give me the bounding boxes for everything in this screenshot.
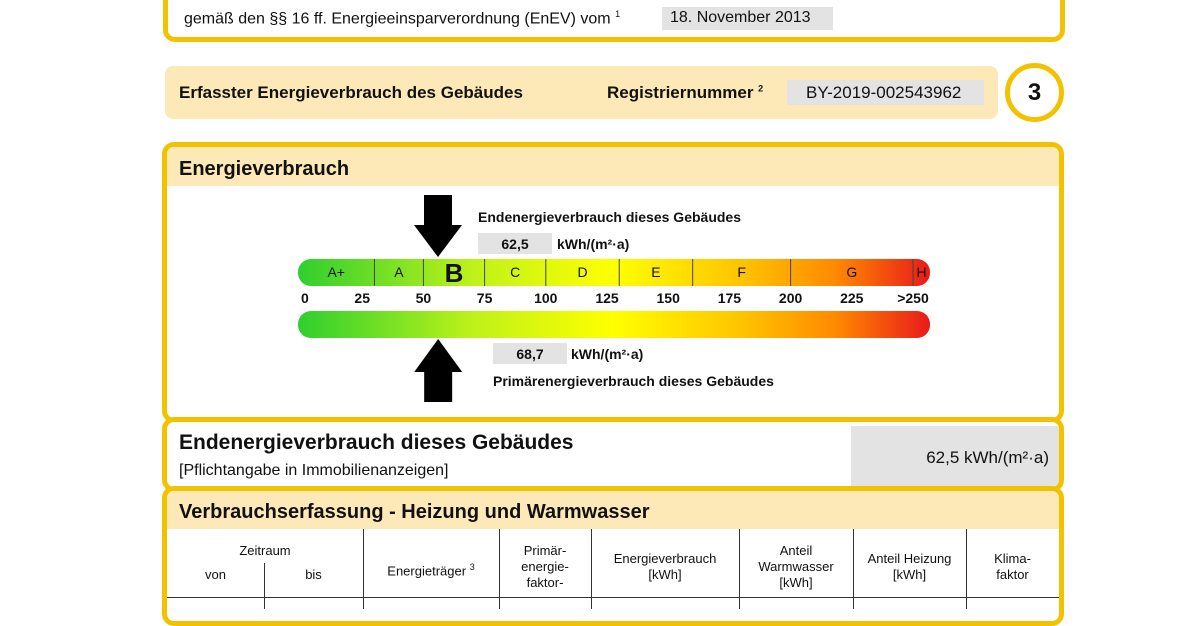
class-bar [298,259,930,286]
tick-label: 125 [595,290,619,306]
class-label-d: D [577,264,588,280]
page-number-badge: 3 [1005,63,1064,122]
col-energieverbrauch: Energieverbrauch [kWh] [613,551,717,582]
primary-energy-value: 68,7 [516,346,544,362]
tick-label: >250 [897,290,929,306]
primary-energy-label: Primärenergieverbrauch dieses Gebäudes [493,373,774,389]
class-label-f: F [737,264,746,280]
tick-label: 50 [415,290,432,306]
consumption-table-section [162,486,1064,626]
end-summary-subtitle: [Pflichtangabe in Immobilienanzeigen] [179,462,449,479]
tick-label: 175 [717,290,742,306]
tick-label: 0 [301,290,309,306]
primary-energy-unit: kWh/(m²·a) [571,346,644,362]
primary-energy-arrow [414,339,462,402]
col-zeitraum: Zeitraum [239,543,291,558]
end-energy-arrow [414,195,462,257]
registration-title: Erfasster Energieverbrauch des Gebäudes [179,83,523,102]
class-label-b: B [444,258,464,288]
col-bis: bis [305,567,322,582]
value-bar [298,311,930,338]
energy-title: Energieverbrauch [179,158,350,180]
class-label-c: C [510,264,521,280]
class-label-g: G [846,264,858,280]
tick-label: 200 [778,290,803,306]
regulation-text: gemäß den §§ 16 ff. Energieeinsparverordnung (EnEV) vom $^1$ [184,9,621,28]
regulation-date: 18. November 2013 [670,9,811,26]
end-summary-value: 62,5 kWh/(m²·a) [926,448,1049,467]
end-energy-label: Endenergieverbrauch dieses Gebäudes [478,209,741,225]
table-title: Verbrauchserfassung - Heizung und Warmwasser [179,501,650,523]
end-energy-value: 62,5 [501,236,529,252]
tick-label: 225 [840,290,864,306]
tick-label: 25 [354,290,370,306]
end-summary-title: Endenergieverbrauch dieses Gebäudes [179,431,574,454]
tick-label: 100 [534,290,558,306]
tick-label: 150 [656,290,680,306]
end-energy-unit: kWh/(m²·a) [557,236,630,252]
col-anteil-heizung: Anteil Heizung [kWh] [867,551,952,582]
registration-number: BY-2019-002543962 [806,83,962,102]
registration-label: Registriernummer $^2$ [607,83,764,102]
tick-label: 75 [476,290,493,306]
class-label-aplus: A+ [327,264,345,280]
col-anteil-warmwasser: Anteil Warmwasser [kWh] [758,543,834,590]
col-klimafaktor: Klima- faktor [994,551,1031,582]
col-energietraeger: Energieträger $^3$ [387,562,475,579]
end-energy-summary [162,417,1064,492]
class-label-e: E [651,264,661,280]
col-primaerenergiefaktor: Primär- energie- faktor- [521,543,569,590]
class-label-h: H [916,264,927,280]
col-von: von [205,567,226,582]
row-divider [167,597,1059,598]
class-label-a: A [394,264,404,280]
